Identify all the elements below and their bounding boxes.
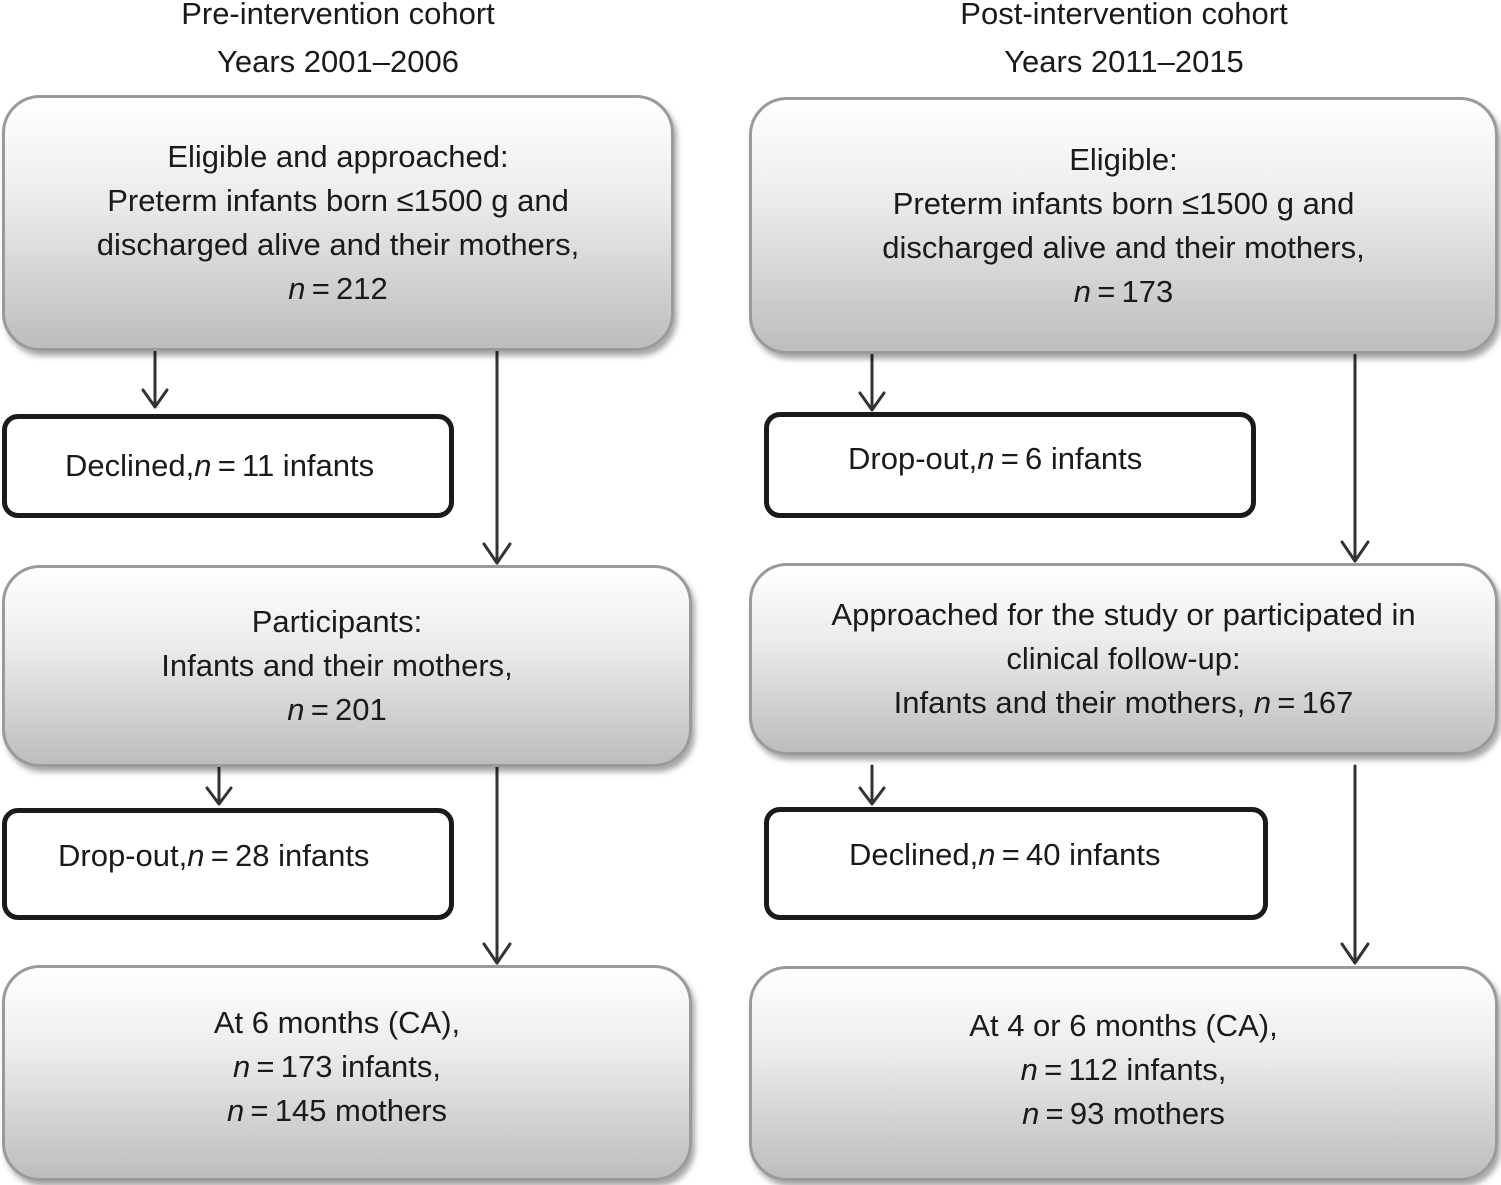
- pre-final-infants: [233, 1045, 441, 1089]
- n-label: n: [232, 1049, 251, 1084]
- post-eligible-n-value: = 173: [1091, 273, 1174, 309]
- pre-participants-n-value: = 201: [304, 692, 387, 727]
- post-approached-line1: Approached for the study or participated in: [831, 597, 1416, 632]
- n-label: n: [287, 692, 305, 727]
- pre-dropout-n-value: = 28 infants: [204, 838, 370, 873]
- post-approached-n-value: = 167: [1271, 685, 1354, 720]
- pre-participants-heading: Participants:: [251, 604, 423, 639]
- pre-participants-box: [2, 565, 692, 767]
- post-approached-count: [894, 681, 1354, 725]
- post-final-mothers-value: = 93 mothers: [1039, 1095, 1225, 1131]
- post-declined-label: Declined,: [849, 836, 979, 872]
- post-eligible-heading: Eligible:: [1069, 141, 1178, 177]
- post-dropout-box: [764, 412, 1256, 518]
- pre-declined-box: [2, 414, 454, 518]
- pre-cohort-years: Years 2001–2006: [217, 44, 459, 79]
- pre-participants-count: [287, 688, 387, 732]
- n-label: n: [194, 448, 212, 483]
- n-label: n: [226, 1093, 245, 1128]
- n-label: n: [978, 836, 996, 872]
- pre-final-infants-value: = 173 infants,: [250, 1049, 442, 1084]
- pre-final-heading: At 6 months (CA),: [213, 1005, 461, 1040]
- pre-eligible-box: [2, 95, 674, 351]
- n-label: n: [977, 441, 995, 476]
- post-final-box: [749, 966, 1498, 1181]
- pre-eligible-line2: discharged alive and their mothers,: [96, 227, 580, 262]
- post-cohort-title: Post-intervention cohort: [960, 0, 1288, 31]
- pre-eligible-line1: Preterm infants born ≤1500 g and: [107, 183, 569, 218]
- n-label: n: [1022, 1095, 1040, 1131]
- pre-declined-label: Declined,: [65, 448, 195, 483]
- post-approached-box: [749, 563, 1498, 755]
- pre-dropout-box: [2, 808, 454, 920]
- pre-cohort-title: Pre-intervention cohort: [181, 0, 495, 31]
- pre-eligible-count: [288, 267, 388, 311]
- post-eligible-line2: discharged alive and their mothers,: [882, 229, 1365, 265]
- post-eligible-count: [1074, 270, 1174, 314]
- post-final-heading: At 4 or 6 months (CA),: [969, 1007, 1278, 1043]
- n-label: n: [1253, 685, 1272, 720]
- pre-final-mothers-value: = 145 mothers: [244, 1093, 448, 1128]
- post-eligible-line1: Preterm infants born ≤1500 g and: [892, 185, 1355, 221]
- n-label: n: [1073, 273, 1091, 309]
- pre-eligible-n-value: = 212: [305, 271, 388, 306]
- pre-dropout-label: Drop-out,: [58, 838, 188, 873]
- post-approached-line3: Infants and their mothers,: [893, 685, 1254, 720]
- post-declined-n-value: = 40 infants: [995, 836, 1161, 872]
- pre-declined-n-value: = 11 infants: [211, 448, 375, 483]
- post-approached-line2: clinical follow-up:: [1006, 641, 1241, 676]
- post-declined-box: [764, 807, 1268, 920]
- n-label: n: [288, 271, 306, 306]
- post-dropout-label: Drop-out,: [848, 441, 978, 476]
- post-final-infants-value: = 112 infants,: [1037, 1051, 1227, 1087]
- n-label: n: [1020, 1051, 1038, 1087]
- pre-participants-line1: Infants and their mothers,: [161, 648, 513, 683]
- pre-final-mothers: [227, 1089, 447, 1133]
- post-final-mothers: [1022, 1092, 1225, 1136]
- pre-final-box: [2, 965, 692, 1181]
- post-eligible-box: [749, 97, 1498, 354]
- post-final-infants: [1021, 1048, 1227, 1092]
- pre-eligible-heading: Eligible and approached:: [167, 139, 509, 174]
- post-cohort-years: Years 2011–2015: [1004, 44, 1244, 79]
- n-label: n: [187, 838, 205, 873]
- post-dropout-n-value: = 6 infants: [994, 441, 1143, 476]
